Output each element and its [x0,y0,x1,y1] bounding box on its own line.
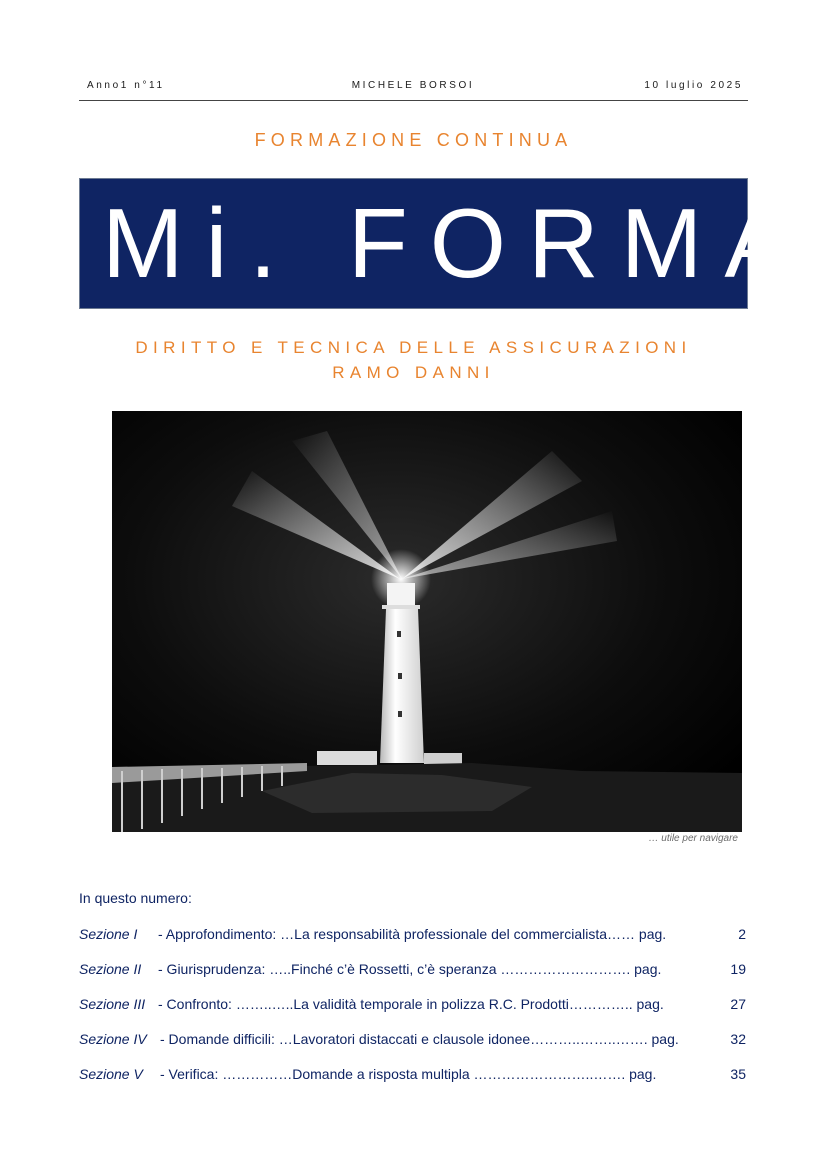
toc-entry-text: - Approfondimento: …La responsabilità professionale del commercialista…… pag. [158,926,667,942]
toc-section-label: Sezione II [79,961,142,977]
toc-item[interactable] [79,961,749,979]
toc-page-number: 19 [730,961,746,977]
toc-section-label: Sezione I [79,926,138,942]
toc-item[interactable] [79,996,749,1014]
toc-entry-text: - Domande difficili: …Lavoratori distaccati e clausole idonee………..……..……. pag. [160,1031,679,1047]
author-name: MICHELE BORSOI [351,80,475,91]
toc-section-label: Sezione IV [79,1031,147,1047]
toc-section-label: Sezione V [79,1066,143,1082]
toc-item[interactable] [79,926,749,944]
lighthouse-photo [112,411,742,832]
toc-heading: In questo numero: [79,890,192,906]
lighthouse-image-icon [112,411,742,832]
toc-item[interactable] [79,1031,749,1049]
toc-page-number: 2 [738,926,746,942]
issue-number: Anno1 n°11 [87,80,165,91]
masthead-title: Mi. FORMA [102,188,812,298]
issue-date: 10 luglio 2025 [644,80,743,91]
masthead-banner [79,178,812,309]
header-divider [79,100,748,101]
toc-page-number: 35 [730,1066,746,1082]
toc-section-label: Sezione III [79,996,146,1012]
subtitle-line-2: RAMO DANNI [332,363,495,382]
photo-caption: … utile per navigare [648,833,738,844]
issue-header [79,80,747,94]
subtitle-block [79,335,748,385]
toc-item[interactable] [79,1066,749,1084]
toc-entry-text: - Confronto: ……..…..La validità temporale in polizza R.C. Prodotti………….. pag. [158,996,664,1012]
toc-entry-text: - Giurisprudenza: …..Finché c’è Rossetti, c’è speranza ………………………. pag. [158,961,662,977]
toc-page-number: 32 [730,1031,746,1047]
toc-entry-text: - Verifica: ……………Domande a risposta multipla ……………………..……. pag. [160,1066,657,1082]
subtitle-line-1: DIRITTO E TECNICA DELLE ASSICURAZIONI [135,338,692,357]
kicker-title: FORMAZIONE CONTINUA [254,130,573,150]
toc-page-number: 27 [730,996,746,1012]
